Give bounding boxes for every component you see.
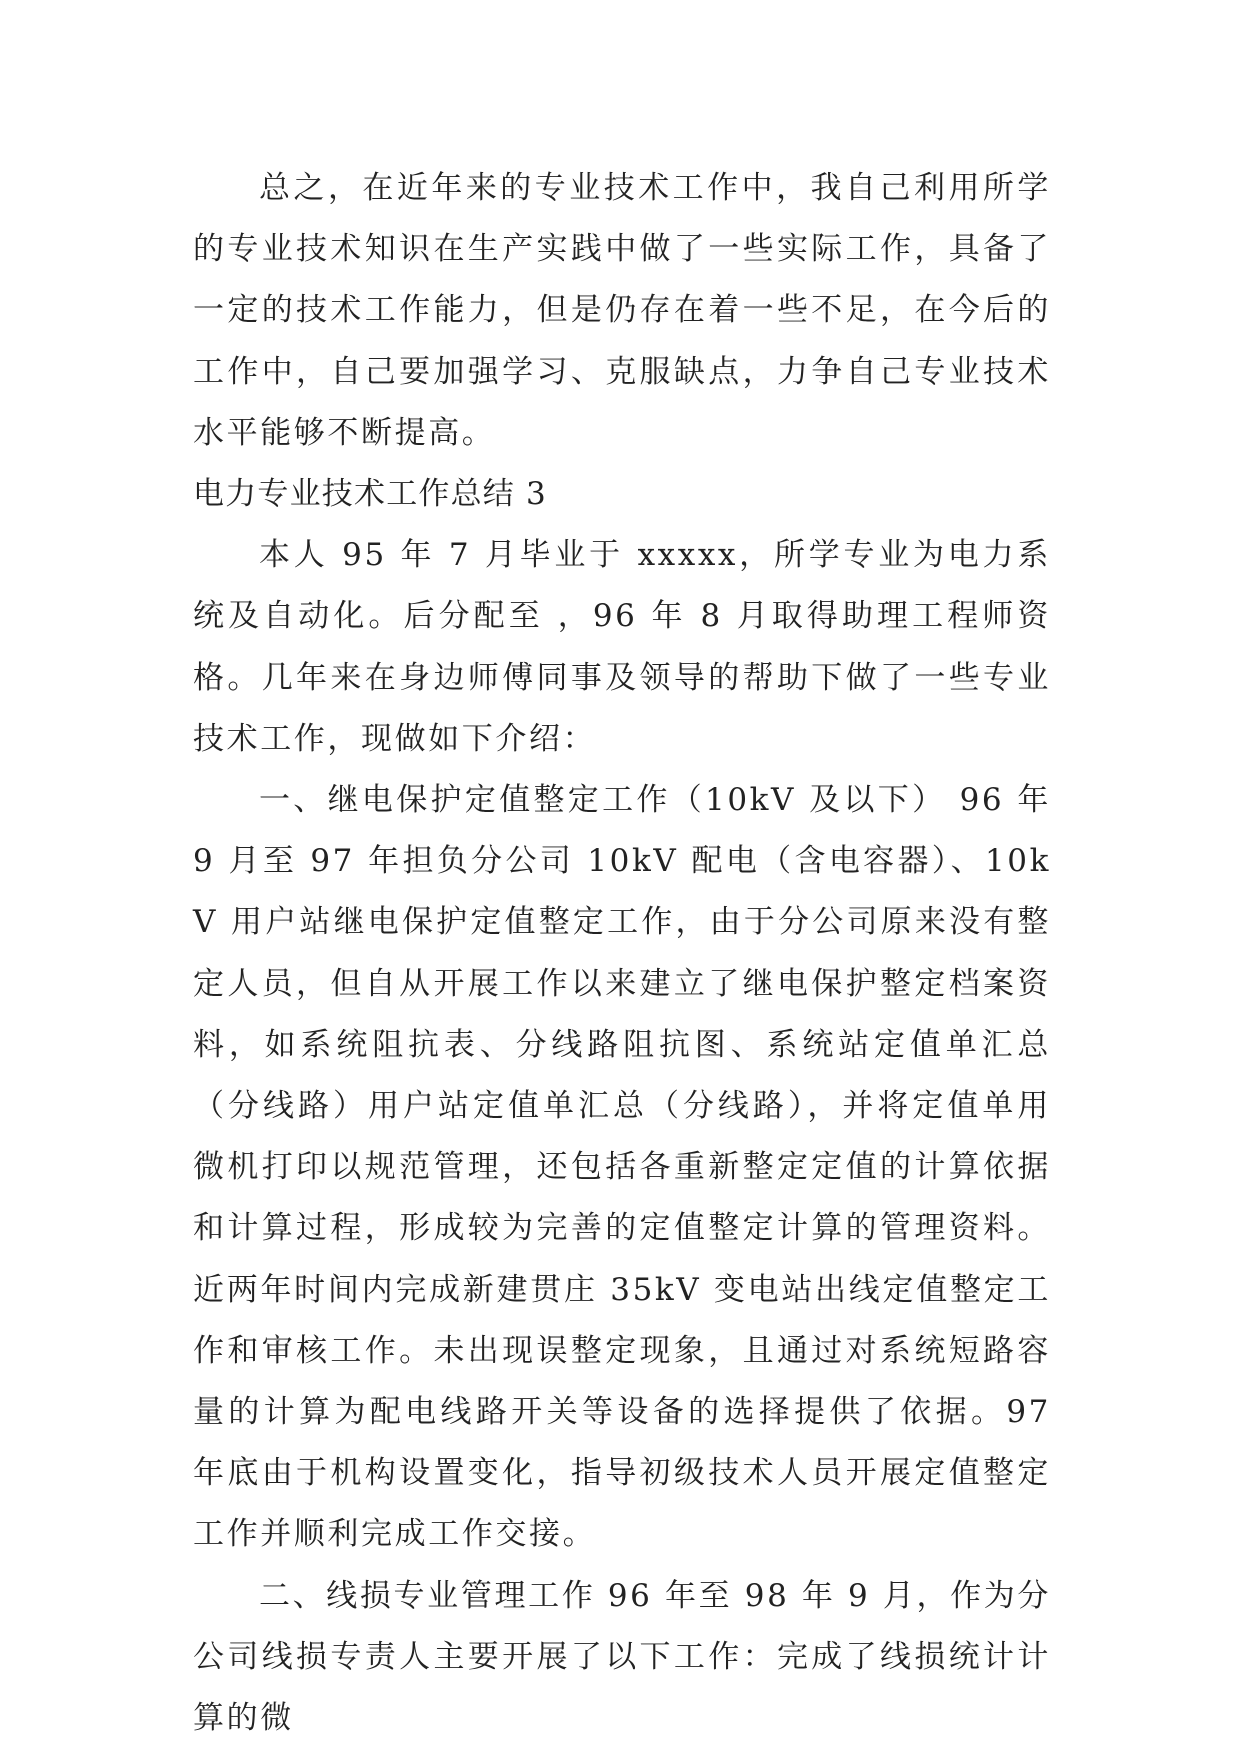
- intro-paragraph: 本人 95 年 7 月毕业于 xxxxx，所学专业为电力系统及自动化。后分配至 ，96 年 8 月取得助理工程师资格。几年来在身边师傅同事及领导的帮助下做了一些专业技术工作，现做如下介绍：: [193, 537, 1051, 757]
- line-loss-paragraph: 二、线损专业管理工作 96 年至 98 年 9 月，作为分公司线损专责人主要开展了以下工作：完成了线损统计计算的微: [193, 1577, 1051, 1737]
- relay-protection-paragraph: 一、继电保护定值整定工作（10kV 及以下） 96 年 9 月至 97 年担负分公司 10kV 配电（含电容器）、10kV 用户站继电保护定值整定工作，由于分公司原来没有整定人员，但自从开展工作以来建立了继电保护整定档案资料，如系统阻抗表、分线路阻抗图、系统站定值单汇总（分线路）用户站定值单汇总（分线路），并将定值单用微机打印以规范管理，还包括各重新整定定值的计算依据和计算过程，形成较为完善的定值整定计算的管理资料。近两年时间内完成新建贯庄 35kV 变电站出线定值整定工作和审核工作。未出现误整定现象，且通过对系统短路容量的计算为配电线路开关等设备的选择提供了依据。97 年底由于机构设置变化，指导初级技术人员开展定值整定工作并顺利完成工作交接。: [193, 782, 1051, 1553]
- section-title: 电力专业技术工作总结 3: [193, 476, 547, 513]
- summary-paragraph: 总之，在近年来的专业技术工作中，我自己利用所学的专业技术知识在生产实践中做了一些实际工作，具备了一定的技术工作能力，但是仍存在着一些不足，在今后的工作中，自己要加强学习、克服缺点，力争自己专业技术水平能够不断提高。: [193, 170, 1051, 451]
- document-body: [193, 158, 1051, 1749]
